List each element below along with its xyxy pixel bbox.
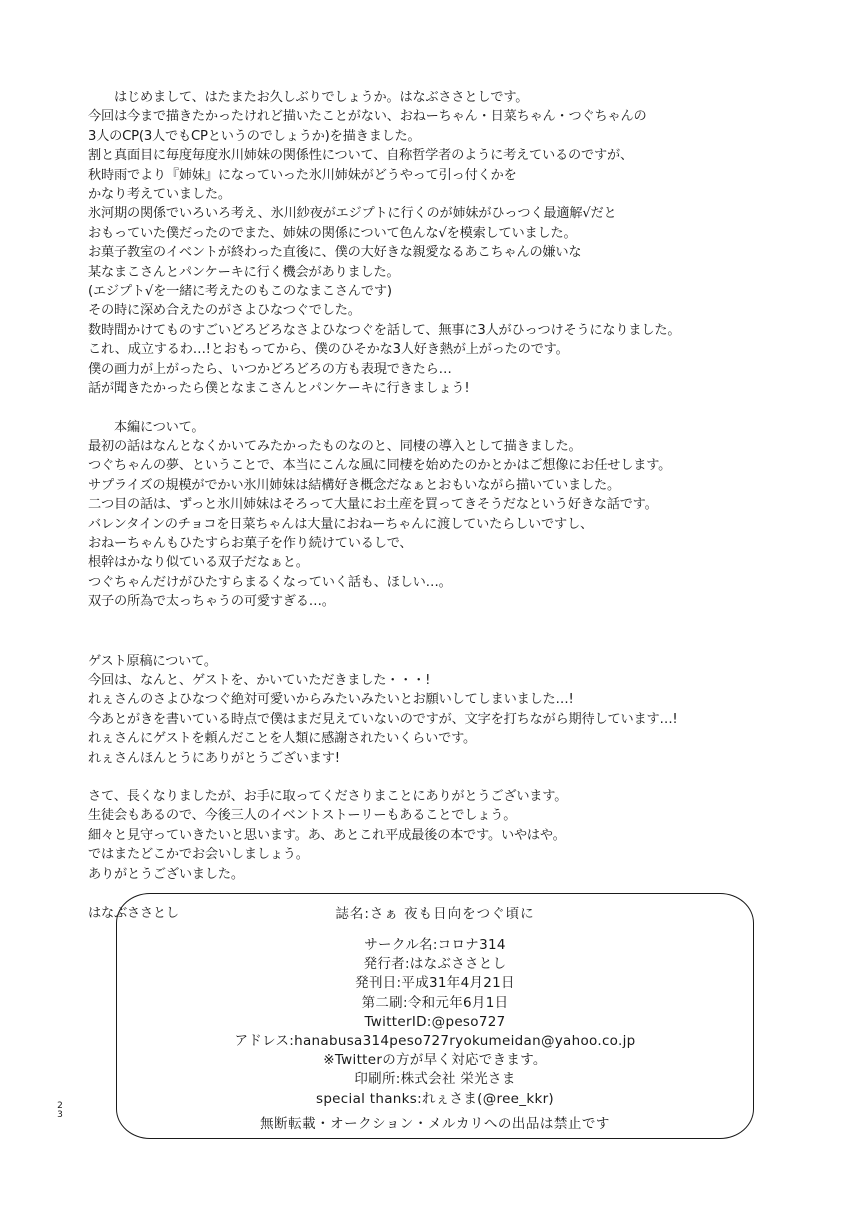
text-line: つぐちゃんの夢、ということで、本当にこんな風に同棲を始めたのかとかはご想像にお任せします。 bbox=[88, 458, 672, 474]
text-line: 根幹はかなり似ている双子だなぁと。 bbox=[88, 555, 309, 571]
text-line: かなり考えていました。 bbox=[88, 187, 231, 203]
text-line: はじめまして、はたまたお久しぶりでしょうか。はなぶささとしです。 bbox=[114, 90, 529, 105]
main-story-paragraph bbox=[88, 418, 828, 612]
text-line: 本編について。 bbox=[114, 419, 205, 435]
guest-paragraph bbox=[88, 652, 828, 768]
contact-note: ※Twitterの方が早く対応できます。 bbox=[323, 1052, 547, 1069]
text-line: 某なまこさんとパンケーキに行く機会がありました。 bbox=[88, 264, 400, 280]
publisher: 発行者:はなぶささとし bbox=[363, 956, 507, 973]
second-printing-date: 第二刷:令和元年6月1日 bbox=[361, 994, 509, 1011]
text-line: 氷河期の関係でいろいろ考え、氷川紗夜がエジプトに行くのが姉妹がひっつく最適解√だと bbox=[88, 206, 617, 222]
text-line: 3人のCP(3人でもCPというのでしょうか)を描きました。 bbox=[88, 128, 421, 144]
circle-name: サークル名:コロナ314 bbox=[364, 937, 506, 953]
colophon-box bbox=[116, 893, 754, 1139]
text-line: ありがとうございました。 bbox=[88, 866, 244, 882]
text-line: ゲスト原稿について。 bbox=[88, 653, 217, 669]
text-line: その時に深め合えたのがさよひなつぐでした。 bbox=[88, 303, 361, 319]
text-line: バレンタインのチョコを日菜ちゃんは大量におねーちゃんに渡していたらしいですし、 bbox=[88, 516, 593, 532]
text-line: お菓子教室のイベントが終わった直後に、僕の大好きな親愛なるあこちゃんの嫌いな bbox=[88, 245, 582, 261]
text-line: ではまたどこかでお会いしましょう。 bbox=[88, 847, 309, 863]
text-line: 秋時雨でより『姉妹』になっていった氷川姉妹がどうやって引っ付くかを bbox=[88, 167, 517, 183]
text-line: 双子の所為で太っちゃうの可愛すぎる…。 bbox=[88, 594, 335, 610]
colophon-title: 誌名:さぁ 夜も日向をつぐ頃に bbox=[335, 906, 535, 922]
special-thanks: special thanks:れぇさま(@ree_kkr) bbox=[315, 1090, 554, 1107]
text-line: 今回は今まで描きたかったけれど描いたことがない、おねーちゃん・日菜ちゃん・つぐちゃんの bbox=[88, 109, 647, 125]
text-line: これ、成立するわ…!とおもってから、僕のひそかな3人好き熱が上がったのです。 bbox=[88, 342, 569, 358]
intro-paragraph bbox=[88, 88, 828, 399]
twitter-id: TwitterID:@peso727 bbox=[364, 1013, 506, 1030]
text-line: さて、長くなりましたが、お手に取ってくださりまことにありがとうございます。 bbox=[88, 789, 568, 804]
reprint-prohibited-notice: 無断転載・オークション・メルカリへの出品は禁止です bbox=[260, 1116, 610, 1132]
email-address: アドレス:hanabusa314peso727ryokumeidan@yahoo.co.jp bbox=[234, 1033, 636, 1050]
text-line: 二つ目の話は、ずっと氷川姉妹はそろって大量にお土産を買ってきそうだなという好きな話です。 bbox=[88, 497, 658, 513]
text-line: 生徒会もあるので、今後三人のイベントストーリーもあることでしょう。 bbox=[88, 808, 517, 824]
text-line: 話が聞きたかったら僕となまこさんとパンケーキに行きましょう! bbox=[88, 381, 470, 397]
text-line: れぇさんのさよひなつぐ絶対可愛いからみたいみたいとお願いしてしまいました…! bbox=[88, 692, 574, 708]
text-line: サプライズの規模がでかい氷川姉妹は結構好き概念だなぁとおもいながら描いていました。 bbox=[88, 477, 620, 493]
text-line: おねーちゃんもひたすらお菓子を作り続けているしで、 bbox=[88, 535, 413, 551]
text-line: つぐちゃんだけがひたすらまるくなっていく話も、ほしい…。 bbox=[88, 574, 452, 590]
text-line: れぇさんほんとうにありがとうございます! bbox=[88, 750, 340, 766]
text-line: 数時間かけてものすごいどろどろなさよひなつぐを話して、無事に3人がひっつけそうになりました。 bbox=[88, 322, 681, 338]
text-line: れぇさんにゲストを頼んだことを人類に感謝されたいくらいです。 bbox=[88, 731, 477, 747]
text-line: 僕の画力が上がったら、いつかどろどろの方も表現できたら… bbox=[88, 361, 452, 377]
text-line: 最初の話はなんとなくかいてみたかったものなのと、同棲の導入として描きました。 bbox=[88, 438, 582, 454]
colophon-details bbox=[117, 936, 753, 1109]
text-line: 細々と見守っていきたいと思います。あ、あとこれ平成最後の本です。いやはや。 bbox=[88, 827, 566, 843]
text-line: 割と真面目に毎度毎度氷川姉妹の関係性について、自称哲学者のように考えているのですが、 bbox=[88, 148, 633, 164]
afterword-text bbox=[88, 88, 828, 923]
text-line: おもっていた僕だったのでまた、姉妹の関係について色んな√を模索していました。 bbox=[88, 225, 577, 241]
printer: 印刷所:株式会社 栄光さま bbox=[354, 1071, 516, 1088]
text-line: (エジプト√を一緒に考えたのもこのなまこさんです) bbox=[88, 284, 392, 300]
text-line: 今回は、なんと、ゲストを、かいていただきました・・・! bbox=[88, 672, 431, 688]
page-number: 23 bbox=[57, 1101, 63, 1120]
text-line: 今あとがきを書いている時点で僕はまだ見えていないのですが、文字を打ちながら期待しています…! bbox=[88, 711, 678, 727]
publish-date: 発刊日:平成31年4月21日 bbox=[355, 975, 515, 992]
closing-paragraph bbox=[88, 787, 828, 884]
author-signature: はなぶささとし bbox=[88, 906, 179, 922]
